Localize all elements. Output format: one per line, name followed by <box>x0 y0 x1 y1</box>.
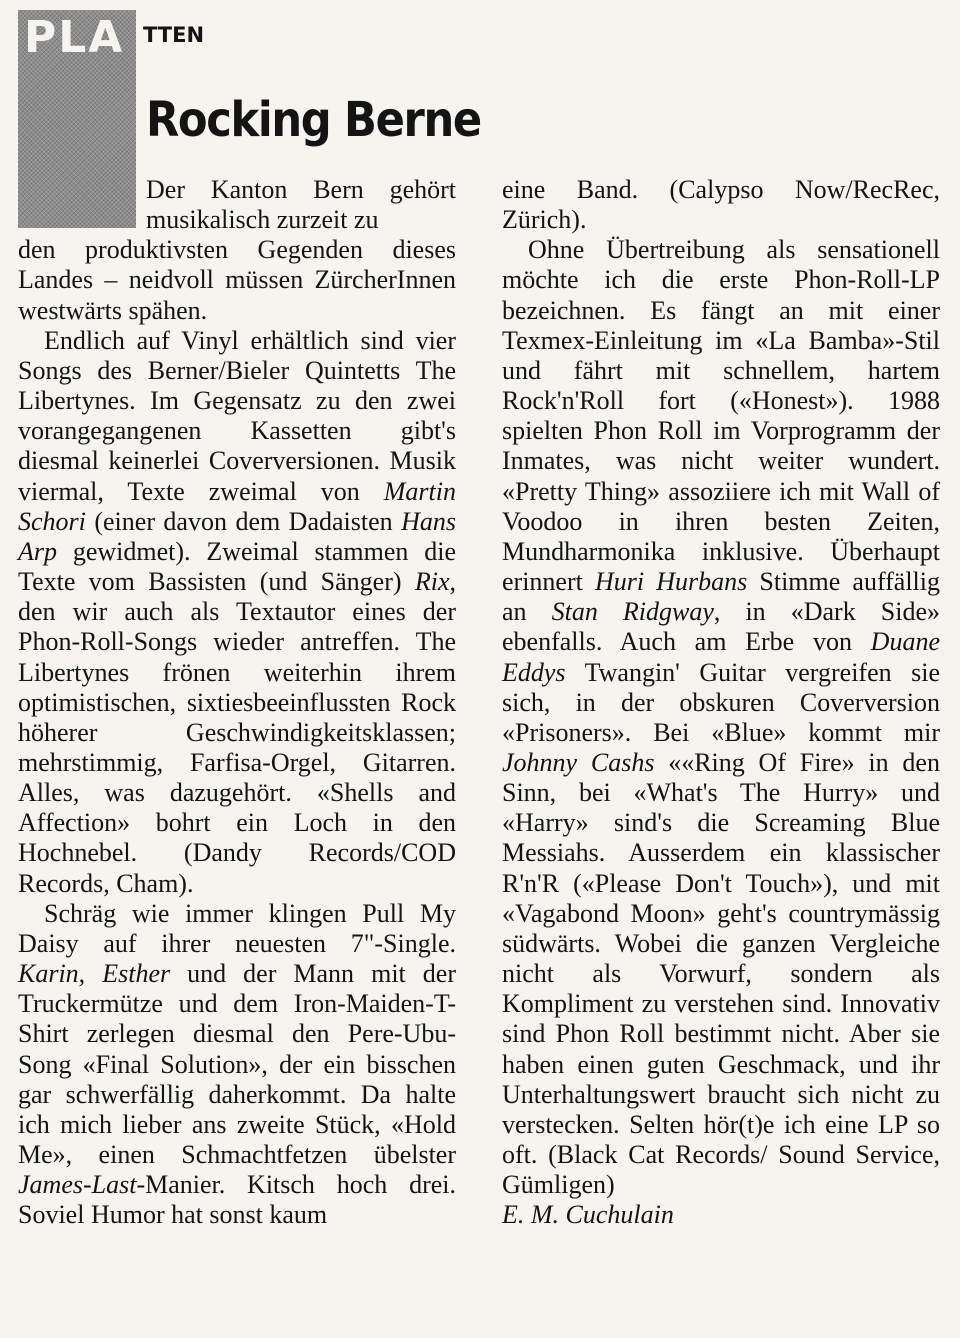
person-name: James-Last <box>18 1170 137 1200</box>
person-name: Martin Schori <box>18 476 456 536</box>
author-signature: E. M. Cuchulain <box>502 1200 674 1230</box>
text-run: ««Ring Of Fire» in den Sinn, bei «What's The Hurry» und «Harry» sind's die Screaming Blue Messiahs. Ausserdem ein klassischer R'n'R («Please Don't Touch»), und mit «Vagabond Moon» geht's countrymässig südwärts. Wobei die ganzen Vergleiche nicht als Vorwurf, sondern als Kompliment zu verstehen sind. Innovativ sind Phon Roll bestimmt nicht. Aber sie haben einen guten Geschmack, und ihr Unterhaltungswert braucht sich nicht zu verstecken. Selten hör(t)e ich eine LP so oft. (Black Cat Records/ Sound Service, Gümligen) <box>502 747 940 1200</box>
left-column <box>18 175 456 1230</box>
person-name: Rix <box>414 567 450 597</box>
text-run: Stimme auffällig an <box>502 567 940 627</box>
section-label-in-tile: PLA <box>24 12 125 63</box>
text-run: , in «Dark Side» ebenfalls. Auch am Erbe von <box>502 597 940 657</box>
text-run: (einer davon dem Dadaisten <box>85 506 402 536</box>
text-run: Endlich auf Vinyl erhältlich sind vier Songs des Berner/Bieler Quintetts The Libertynes. Im Gegensatz zu den zwei vorangegangenen Kassetten gibt's diesmal keinerlei Coverversionen. Musik viermal, Texte zweimal von <box>18 325 456 506</box>
text-run: -Manier. Kitsch hoch drei. Soviel Humor hat sonst kaum <box>18 1170 456 1230</box>
headline: Rocking Berne <box>146 92 481 148</box>
right-column <box>502 175 940 1230</box>
text-run: und der Mann mit der Truckermütze und dem Iron-Maiden-T-Shirt zerlegen diesmal den Pere-Ubu-Song «Final Solution», der ein bisschen gar schwerfällig daherkommt. Da halte ich mich lieber ans zweite Stück, «Hold Me», einen Schmachtfetzen übelster <box>18 959 456 1169</box>
lead-paragraph-start: Der Kanton Bern gehört musikalisch zurzeit zu <box>146 175 456 235</box>
libertynes-paragraph <box>18 326 456 899</box>
person-name: Huri Hurbans <box>594 567 748 597</box>
pull-my-daisy-paragraph <box>18 899 456 1231</box>
text-run: , den wir auch als Textautor eines der Phon-Roll-Songs wieder antreffen. The Libertynes frönen weiterhin ihrem optimistischen, sixtiesbeeinflussten Rock höherer Geschwindigkeitsklassen; mehrstimmig, Farfisa-Orgel, Gitarren. Alles, was dazugehört. «Shells and Affection» bohrt ein Loch in den Hochnebel. (Dandy Records/COD Records, Cham). <box>18 567 456 898</box>
person-name: Hans Arp <box>18 506 456 566</box>
text-run: gewidmet). Zweimal stammen die Texte vom Bassisten (und Sänger) <box>18 536 456 597</box>
phon-roll-paragraph <box>502 235 940 1200</box>
person-name: Stan Ridgway <box>551 597 714 627</box>
section-label-tail: TTEN <box>143 23 205 47</box>
continuation-paragraph: eine Band. (Calypso Now/RecRec, Zürich). <box>502 175 940 235</box>
person-name: Karin, Esther <box>18 959 171 989</box>
text-run: Ohne Übertreibung als sensationell möchte ich die erste Phon-Roll-LP bezeichnen. Es fängt an mit einer Texmex-Einleitung im «La Bamba»-Stil und fährt mit schnellem, hartem Rock'n'Roll fort («Honest»). 1988 spielten Phon Roll im Vorprogramm der Inmates, was nicht weiter wundert. «Pretty Thing» assoziiere ich mit Wall of Voodoo in ihren besten Zeiten, Mundharmonika inklusive. Überhaupt erinnert <box>502 235 940 597</box>
person-name: Duane Eddys <box>502 627 940 687</box>
person-name: Johnny Cashs <box>502 747 655 777</box>
lead-paragraph-rest: den produktivsten Gegenden dieses Landes – neidvoll müssen ZürcherInnen westwärts spähen. <box>18 235 456 325</box>
text-run: Schräg wie immer klingen Pull My Daisy auf ihrer neuesten 7"-Single. <box>18 898 456 958</box>
text-run: Twangin' Guitar vergreifen sie sich, in der obskuren Coverversion «Prisoners». Bei «Blue» kommt mir <box>502 657 940 747</box>
